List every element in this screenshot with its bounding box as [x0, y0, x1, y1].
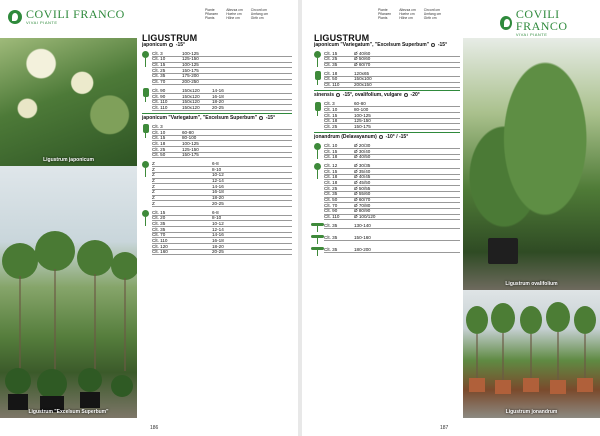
standard-tree-icon [314, 143, 321, 160]
container-cell: Clt. 18 [324, 118, 338, 124]
size-table [324, 102, 460, 130]
size-cell: Ø 60/70 [354, 62, 371, 68]
topiary-illustration [463, 290, 600, 418]
photo-caption: Ligustrum "Excelsum Superbum" [28, 409, 109, 415]
legend-text: Umfang cm [423, 12, 442, 17]
container-cell: Clt. 35 [324, 234, 338, 240]
brand-tagline: VIVAI PIANTE [26, 20, 58, 25]
container-cell: Z [152, 189, 155, 195]
size-cell: Ø 50/55 [354, 185, 371, 191]
legend-text: Circonf.cm [423, 8, 440, 12]
girth-cell: 16-18 [212, 237, 224, 243]
hardiness-value: -15° [437, 41, 448, 48]
page-title: LIGUSTRUM [142, 33, 198, 43]
girth-cell: 18-20 [212, 195, 224, 201]
photo-caption: Ligustrum jonandrum [505, 409, 558, 415]
girth-cell: 20-25 [212, 104, 224, 110]
section-heading [142, 116, 292, 122]
table-row [152, 80, 292, 86]
container-cell: Clt. 70 [152, 79, 166, 85]
table-row [324, 247, 460, 253]
girth-cell: 14-16 [212, 183, 224, 189]
section-heading [314, 93, 460, 99]
container-cell: Clt. 110 [152, 237, 168, 243]
container-cell: Clt. 110 [152, 99, 168, 105]
container-cell: Z [152, 195, 155, 201]
size-table [152, 161, 292, 207]
hardiness-icon [379, 135, 383, 139]
size-cell: 150x120 [182, 87, 200, 93]
size-cell: Ø 100/120 [354, 214, 376, 220]
size-table [324, 223, 460, 232]
container-cell: Clt. 3 [324, 101, 335, 107]
container-cell: Clt. 50 [152, 152, 166, 158]
brand-logo-left [8, 8, 125, 25]
size-table [152, 210, 292, 256]
size-cell: 125-150 [182, 146, 199, 152]
product-block [314, 102, 460, 130]
legend-text: Altezza cm [399, 8, 416, 12]
size-cell: Ø 60/70 [354, 197, 371, 203]
container-cell: Clt. 70 [152, 232, 166, 238]
girth-cell: 20-25 [212, 249, 224, 255]
container-cell: Clt. 18 [324, 154, 338, 160]
product-block [314, 235, 460, 244]
legend-text: Höhe cm [226, 16, 240, 21]
girth-cell: 10-12 [212, 172, 224, 178]
page-number-left: 186 [150, 425, 159, 431]
section-divider [314, 90, 460, 91]
size-cell: Ø 30/40 [354, 148, 371, 154]
size-table [324, 235, 460, 244]
product-block [142, 124, 292, 158]
bush-form-icon [142, 88, 149, 111]
page-number-right: 187 [440, 425, 449, 431]
girth-cell: 14-16 [212, 232, 224, 238]
size-cell: 150x120 [182, 93, 200, 99]
legend-text: Altezza cm [226, 8, 243, 12]
hardiness-value: -20° [410, 92, 420, 98]
container-cell: Clt. 10 [324, 106, 338, 112]
container-cell: Clt. 90 [324, 208, 338, 214]
container-cell: Clt. 15 [152, 135, 166, 141]
size-cell: 150-175 [182, 152, 199, 158]
leaf-logo-icon [8, 10, 22, 24]
standard-umbrella-icon [314, 247, 321, 256]
container-cell: Clt. 90 [152, 87, 166, 93]
photo-ligustrum-ovalifolium [463, 38, 600, 290]
container-cell: Z [152, 200, 155, 206]
size-table [324, 51, 460, 68]
product-block [142, 210, 292, 256]
page-title: LIGUSTRUM [314, 33, 370, 43]
bush-form-icon [314, 102, 321, 130]
legend-text: Plants [378, 16, 388, 21]
container-cell: Z [152, 161, 155, 167]
size-cell: 200x150 [354, 82, 372, 88]
size-cell: 150-175 [354, 123, 371, 129]
hardiness-icon [431, 43, 435, 47]
girth-cell: 12-14 [212, 178, 224, 184]
size-cell: Ø 45/50 [354, 179, 371, 185]
container-cell: Clt. 18 [324, 174, 338, 180]
size-cell: Ø 20/30 [354, 142, 371, 148]
nursery-trees-illustration [0, 166, 137, 418]
size-cell: Ø 70/80 [354, 202, 371, 208]
standard-tree-icon [314, 163, 321, 220]
girth-cell: 18-20 [212, 99, 224, 105]
container-cell: Clt. 25 [152, 67, 166, 73]
brand-logo-right [500, 8, 600, 37]
size-cell: 150x120 [182, 104, 200, 110]
size-cell: 100-125 [182, 140, 199, 146]
container-cell: Clt. 20 [152, 215, 166, 221]
size-cell: 150-175 [182, 67, 199, 73]
product-block [142, 161, 292, 207]
size-cell: 100-125 [354, 112, 371, 118]
legend-text: Hoehe cm [226, 12, 242, 17]
container-cell: Clt. 3 [152, 50, 163, 56]
size-cell: 60-80 [354, 101, 366, 107]
section-label: japonicum "Variegatum", "Excelsum Superbum" [314, 41, 430, 48]
size-cell: 125-150 [354, 118, 371, 124]
girth-cell: 12-14 [212, 226, 224, 232]
girth-cell: 16-18 [212, 93, 224, 99]
container-cell: Clt. 3 [152, 123, 163, 129]
size-cell: 80-100 [182, 135, 197, 141]
section-label: sinensis [314, 92, 335, 98]
legend-text: Umfang cm [250, 12, 269, 17]
hardiness-value: -15° [265, 114, 276, 121]
standard-umbrella-icon [314, 223, 321, 232]
container-cell: Clt. 15 [324, 112, 338, 118]
section-heading [314, 135, 460, 141]
photo-caption: Ligustrum ovalifolium [505, 281, 558, 287]
container-cell: Clt. 35 [152, 226, 166, 232]
size-cell: Ø 40/45 [354, 174, 371, 180]
brand-tagline: VIVAI PIANTE [515, 32, 548, 37]
product-block [314, 71, 460, 88]
container-cell: Clt. 10 [152, 56, 166, 62]
size-cell: 150x100 [354, 76, 372, 82]
page-gutter [298, 0, 302, 436]
table-row [324, 223, 460, 229]
right-product-column [314, 33, 460, 256]
size-table [152, 88, 292, 111]
photo-ligustrum-excelsum [0, 166, 137, 418]
container-cell: Clt. 15 [324, 168, 338, 174]
left-product-column [142, 33, 292, 255]
girth-cell: 6-8 [212, 209, 219, 215]
container-cell: Z [152, 172, 155, 178]
container-cell: Clt. 25 [152, 146, 166, 152]
table-row [152, 250, 292, 256]
container-cell: Clt. 18 [324, 179, 338, 185]
girth-cell: 16-18 [212, 189, 224, 195]
hardiness-value: -10° / -15° [385, 133, 409, 140]
container-cell: Clt. 110 [324, 82, 340, 88]
container-cell: Clt. 50 [324, 76, 338, 82]
container-cell: Clt. 18 [152, 140, 166, 146]
container-cell: Clt. 35 [152, 220, 166, 226]
standard-tree-icon [142, 161, 149, 207]
girth-cell: 8-10 [212, 215, 222, 221]
section-heading [142, 43, 292, 49]
container-cell: Clt. 110 [152, 104, 168, 110]
girth-cell: 20-25 [212, 200, 224, 206]
plant-pot [488, 238, 518, 264]
hardiness-icon [169, 43, 173, 47]
hardiness-icon [404, 93, 408, 97]
size-cell: Ø 40/60 [354, 50, 371, 56]
size-cell: 175-200 [182, 73, 199, 79]
hardiness-value: -15° [175, 41, 186, 48]
container-cell: Clt. 15 [152, 209, 166, 215]
standard-umbrella-icon [314, 235, 321, 244]
section-divider [142, 113, 292, 114]
bush-form-icon [142, 124, 149, 158]
size-cell: 120x65 [354, 70, 370, 76]
size-table [324, 143, 460, 160]
product-block [314, 163, 460, 220]
size-cell: 80-100 [354, 106, 369, 112]
container-cell: Z [152, 183, 155, 189]
standard-tree-icon [314, 51, 321, 68]
container-cell: Clt. 70 [324, 202, 338, 208]
legend-text: Piante [205, 8, 215, 12]
container-cell: Clt. 160 [152, 249, 168, 255]
size-table [324, 163, 460, 220]
size-cell: 125-150 [182, 56, 199, 62]
hardiness-icon [259, 116, 263, 120]
size-table [324, 71, 460, 88]
size-cell: 130-140 [354, 222, 371, 228]
girth-cell: 6-8 [212, 161, 219, 167]
legend-text: Hoehe cm [399, 12, 415, 17]
table-row [324, 83, 460, 89]
container-cell: Clt. 15 [324, 50, 338, 56]
container-cell: Clt. 90 [152, 93, 166, 99]
photo-ligustrum-japonicum [0, 38, 137, 166]
size-cell: 100-125 [182, 62, 199, 68]
photo-ligustrum-jonandrum [463, 290, 600, 418]
size-cell: Ø 30/35 [354, 162, 371, 168]
size-cell: Ø 50/60 [354, 56, 371, 62]
container-cell: Clt. 12 [324, 162, 338, 168]
product-block [142, 51, 292, 85]
container-cell: Clt. 35 [324, 191, 338, 197]
table-row [324, 63, 460, 69]
hardiness-value: -15°, ovalifolium, vulgare [342, 92, 402, 98]
hardiness-icon [336, 93, 340, 97]
container-cell: Clt. 15 [152, 62, 166, 68]
container-cell: Clt. 35 [324, 246, 338, 252]
table-row [152, 153, 292, 159]
table-row [152, 105, 292, 111]
size-table [152, 51, 292, 85]
girth-cell: 18-20 [212, 243, 224, 249]
container-cell: Clt. 15 [324, 148, 338, 154]
section-divider [314, 132, 460, 133]
table-row [152, 201, 292, 207]
container-cell: Clt. 25 [324, 185, 338, 191]
legend-text: Girth cm [250, 16, 264, 21]
legend-left [205, 8, 268, 21]
legend-text: Girth cm [423, 16, 437, 21]
product-block [314, 247, 460, 256]
container-cell: Clt. 10 [324, 142, 338, 148]
size-cell: 180-200 [354, 246, 371, 252]
container-cell: Clt. 25 [324, 56, 338, 62]
bush-form-icon [314, 71, 321, 88]
product-block [314, 143, 460, 160]
container-cell: Clt. 120 [152, 243, 168, 249]
legend-text: Circonf.cm [250, 8, 267, 12]
container-cell: Clt. 35 [324, 222, 338, 228]
container-cell: Clt. 18 [324, 70, 338, 76]
table-row [324, 124, 460, 130]
size-cell: 60-80 [182, 129, 194, 135]
legend-right [378, 8, 441, 21]
legend-text: Plants [205, 16, 215, 21]
section-label: japonicum "Variegatum", "Excelsum Superbum" [142, 114, 258, 121]
container-cell: Clt. 110 [324, 214, 340, 220]
size-table [152, 124, 292, 158]
legend-text: Pflanzen [205, 12, 219, 17]
brand-name: COVILI FRANCO [26, 7, 125, 21]
girth-cell: 14-16 [212, 87, 224, 93]
size-cell: 200-250 [182, 79, 199, 85]
container-cell: Clt. 35 [152, 73, 166, 79]
size-cell: 150-160 [354, 234, 371, 240]
container-cell: Clt. 25 [324, 123, 338, 129]
section-label: japonicum [142, 41, 168, 48]
container-cell: Z [152, 166, 155, 172]
section-label: jonandrum (Delavayanum) [314, 133, 377, 140]
product-block [314, 51, 460, 68]
photo-caption: Ligustrum japonicum [43, 157, 94, 163]
standard-tree-icon [142, 210, 149, 256]
standard-tree-icon [142, 51, 149, 85]
girth-cell: 10-12 [212, 220, 224, 226]
product-block [142, 88, 292, 111]
size-cell: 150x120 [182, 99, 200, 105]
product-block [314, 223, 460, 232]
size-cell: Ø 80/90 [354, 208, 371, 214]
girth-cell: 8-10 [212, 166, 222, 172]
legend-text: Höhe cm [399, 16, 413, 21]
size-table [324, 247, 460, 256]
table-row [324, 235, 460, 241]
container-cell: Z [152, 178, 155, 184]
size-cell: Ø 35/40 [354, 168, 371, 174]
container-cell: Clt. 50 [324, 197, 338, 203]
brand-name: COVILI FRANCO [515, 7, 568, 33]
leaf-logo-icon [500, 16, 512, 30]
size-cell: 100-125 [182, 50, 199, 56]
size-cell: Ø 40/50 [354, 154, 371, 160]
container-cell: Clt. 10 [152, 129, 166, 135]
legend-text: Piante [378, 8, 388, 12]
container-cell: Clt. 35 [324, 62, 338, 68]
section-heading [314, 43, 460, 49]
table-row [324, 155, 460, 161]
table-row [324, 215, 460, 221]
size-cell: Ø 55/60 [354, 191, 371, 197]
legend-text: Pflanzen [378, 12, 392, 17]
